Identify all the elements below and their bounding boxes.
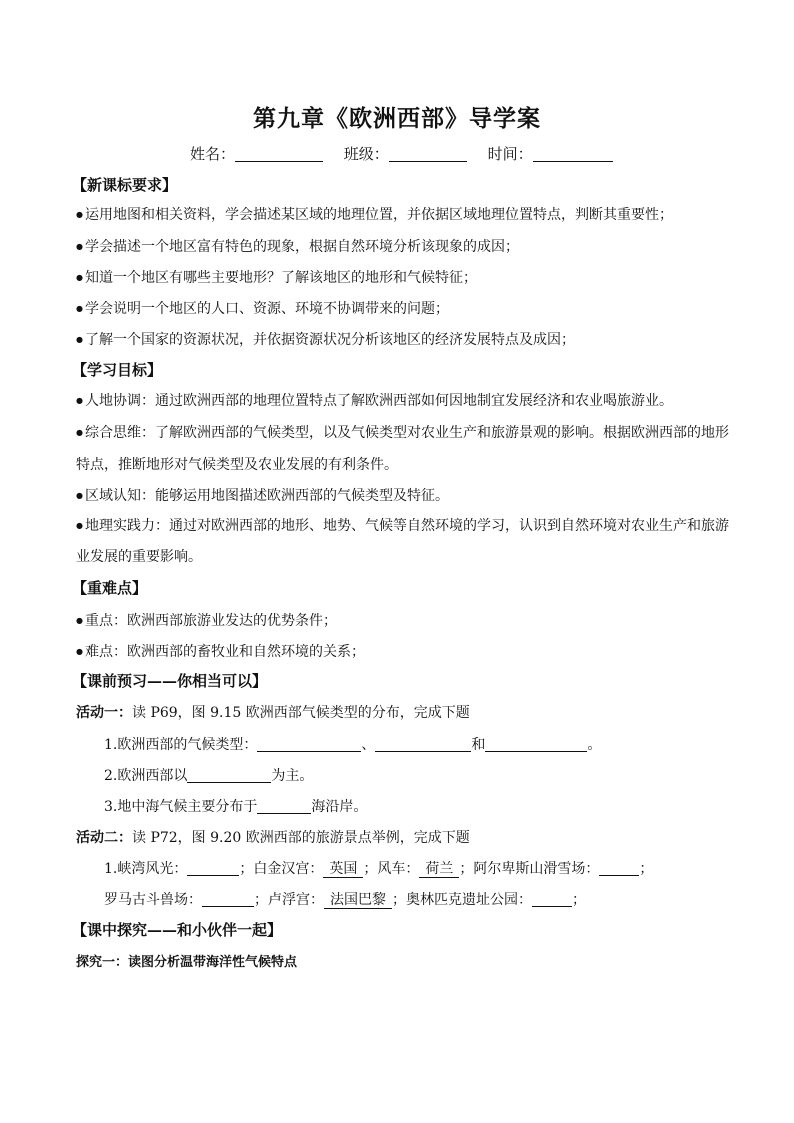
bullet-icon: ● — [76, 616, 83, 625]
standards-item: ● 学会描述一个地区富有特色的现象，根据自然环境分析该现象的成因； — [76, 239, 519, 255]
answer-blank[interactable] — [257, 735, 361, 752]
answer-blank[interactable] — [485, 735, 587, 752]
bullet-icon: ● — [76, 491, 83, 500]
bullet-icon: ● — [76, 304, 83, 313]
preview-heading: 【课前预习——你相当可以】 — [72, 672, 268, 690]
goal-item: ● 区域认知：能够运用地图描述欧洲西部的气候类型及特征。 — [76, 488, 449, 504]
goal-item: ● 综合思维：了解欧洲西部的气候类型，以及气候类型对农业生产和旅游景观的影响。根据欧洲西部的地形 — [76, 425, 729, 441]
bullet-icon: ● — [76, 396, 83, 405]
bullet-icon: ● — [76, 210, 83, 219]
answer-blank[interactable] — [187, 859, 239, 876]
question-3: 3.地中海气候主要分布于 海沿岸。 — [104, 799, 368, 815]
standards-item: ● 知道一个地区有哪些主要地形？了解该地区的地形和气候特征； — [76, 270, 477, 286]
goal-item-continued: 业发展的重要影响。 — [76, 549, 202, 565]
standards-item: ● 了解一个国家的资源状况，并依据资源状况分析该地区的经济发展特点及成因； — [76, 332, 575, 348]
class-blank[interactable] — [389, 145, 467, 162]
bullet-icon: ● — [76, 242, 83, 251]
filled-answer: 荷兰 — [419, 861, 459, 878]
explore-subheading: 探究一：读图分析温带海洋性气候特点 — [76, 955, 298, 970]
filled-answer: 法国巴黎 — [324, 892, 392, 909]
key-points-heading: 【重难点】 — [72, 579, 148, 597]
class-label: 班级： — [343, 145, 389, 163]
name-label: 姓名： — [190, 145, 236, 163]
answer-blank[interactable] — [375, 735, 471, 752]
time-label: 时间： — [487, 145, 533, 163]
answer-blank[interactable] — [599, 859, 639, 876]
explore-heading: 【课中探究——和小伙伴一起】 — [72, 921, 283, 939]
attractions-row-1: 1.峡湾风光： ；白金汉宫： 英国 ；风车： 荷兰 ；阿尔卑斯山滑雪场： ； — [104, 861, 654, 877]
difficult-point-item: ● 难点：欧洲西部的畜牧业和自然环境的关系； — [76, 644, 365, 660]
key-point-item: ● 重点：欧洲西部旅游业发达的优势条件； — [76, 613, 337, 629]
question-1: 1.欧洲西部的气候类型： 、 和 。 — [104, 737, 602, 753]
standards-item: ● 运用地图和相关资料，学会描述某区域的地理位置，并依据区域地理位置特点，判断其重要性； — [76, 207, 673, 223]
document-title: 第九章《欧洲西部》导学案 — [253, 105, 541, 132]
standards-item: ● 学会说明一个地区的人口、资源、环境不协调带来的问题； — [76, 301, 449, 317]
goals-heading: 【学习目标】 — [72, 361, 163, 379]
answer-blank[interactable] — [532, 890, 572, 907]
answer-blank[interactable] — [202, 890, 254, 907]
time-blank[interactable] — [533, 145, 613, 162]
attractions-row-2: 罗马古斗兽场： ；卢浮宫： 法国巴黎 ；奥林匹克遗址公园： ； — [104, 892, 586, 908]
bullet-icon: ● — [76, 428, 83, 437]
bullet-icon: ● — [76, 273, 83, 282]
answer-blank[interactable] — [257, 797, 311, 814]
goal-item: ● 人地协调：通过欧洲西部的地理位置特点了解欧洲西部如何因地制宜发展经济和农业喝旅游业。 — [76, 393, 673, 409]
answer-blank[interactable] — [187, 766, 271, 783]
bullet-icon: ● — [76, 335, 83, 344]
standards-heading: 【新课标要求】 — [72, 176, 178, 194]
bullet-icon: ● — [76, 521, 83, 530]
activity-one: 活动一：读 P69，图 9.15 欧洲西部气候类型的分布，完成下题 — [76, 705, 470, 721]
goal-item-continued: 特点，推断地形对气候类型及农业发展的有利条件。 — [76, 457, 398, 473]
bullet-icon: ● — [76, 647, 83, 656]
filled-answer: 英国 — [323, 861, 363, 878]
name-blank[interactable] — [235, 145, 323, 162]
student-info-line — [190, 143, 613, 164]
activity-two: 活动二：读 P72，图 9.20 欧洲西部的旅游景点举例，完成下题 — [76, 830, 470, 846]
question-2: 2.欧洲西部以 为主。 — [104, 768, 314, 784]
goal-item: ● 地理实践力：通过对欧洲西部的地形、地势、气候等自然环境的学习，认识到自然环境对农业生产和旅游 — [76, 518, 729, 534]
